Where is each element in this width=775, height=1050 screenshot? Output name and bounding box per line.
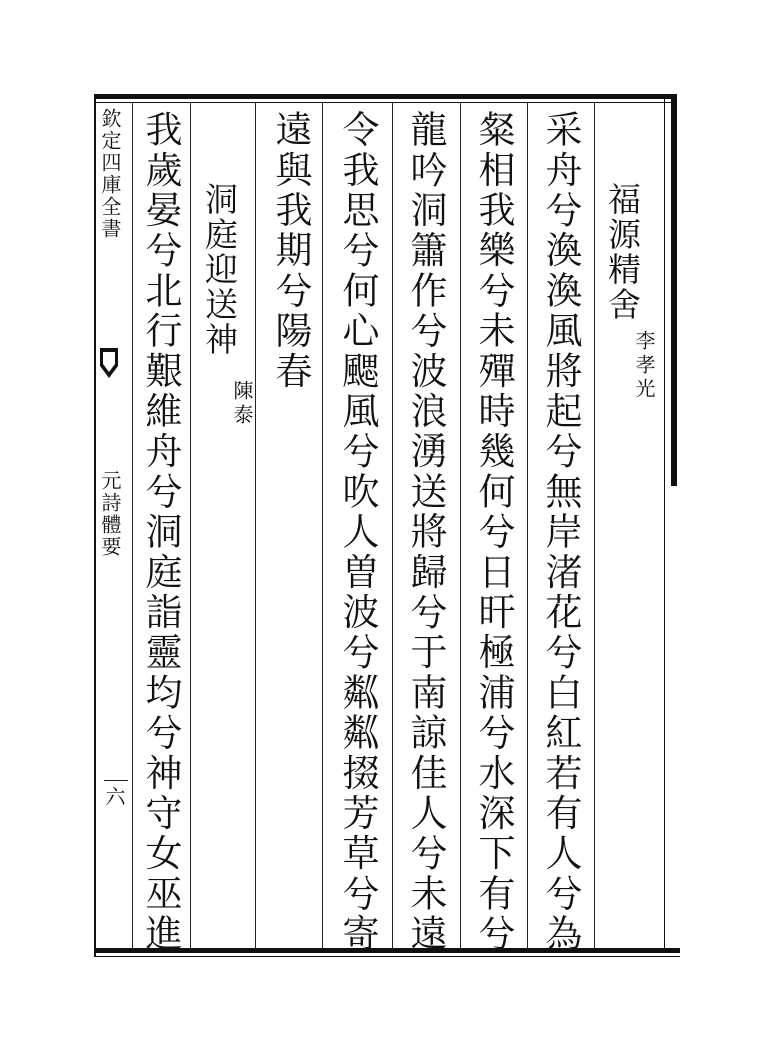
frame-right-border (671, 94, 677, 486)
frame-left-border (94, 94, 96, 956)
book-title: 元詩體要 (98, 470, 122, 558)
verse-column: 我歲晏兮北行艱維舟兮洞庭詣靈均兮神守女巫進 (139, 110, 182, 955)
margin-divider (104, 780, 128, 781)
poem-title: 福源精舍 (603, 182, 642, 322)
verse-column: 龍吟洞簫作兮波浪湧送將歸兮于南諒佳人兮未遠 (404, 110, 447, 955)
fishtail-mark-icon (100, 348, 118, 378)
column-rule (132, 102, 133, 948)
column-rule (190, 102, 191, 948)
verse-column: 采舟兮渙渙風將起兮無岸渚花兮白紅若有人兮為 (539, 110, 582, 955)
frame-right-inner-border (664, 94, 665, 953)
poem-title: 洞庭迎送神 (200, 182, 239, 357)
frame-bottom-inner-border (94, 956, 680, 957)
column-rule (392, 102, 393, 948)
column-rule (322, 102, 323, 948)
page-number: 六 (102, 786, 126, 808)
column-rule (460, 102, 461, 948)
poem-author: 陳泰 (230, 380, 254, 428)
poem-author: 李孝光 (632, 330, 656, 402)
verse-column: 粲相我樂兮未殫時幾何兮日旰極浦兮水深下有兮 (472, 110, 515, 955)
column-rule (527, 102, 528, 948)
frame-top-inner-border (94, 102, 676, 103)
series-title: 欽定四庫全書 (98, 108, 122, 240)
verse-column: 令我思兮何心颸風兮吹人曽波兮粼粼掇芳草兮寄 (336, 110, 379, 955)
column-rule (594, 102, 595, 948)
column-rule (255, 102, 256, 948)
frame-top-border (94, 94, 676, 99)
verse-column: 遠與我期兮陽春 (269, 110, 312, 392)
